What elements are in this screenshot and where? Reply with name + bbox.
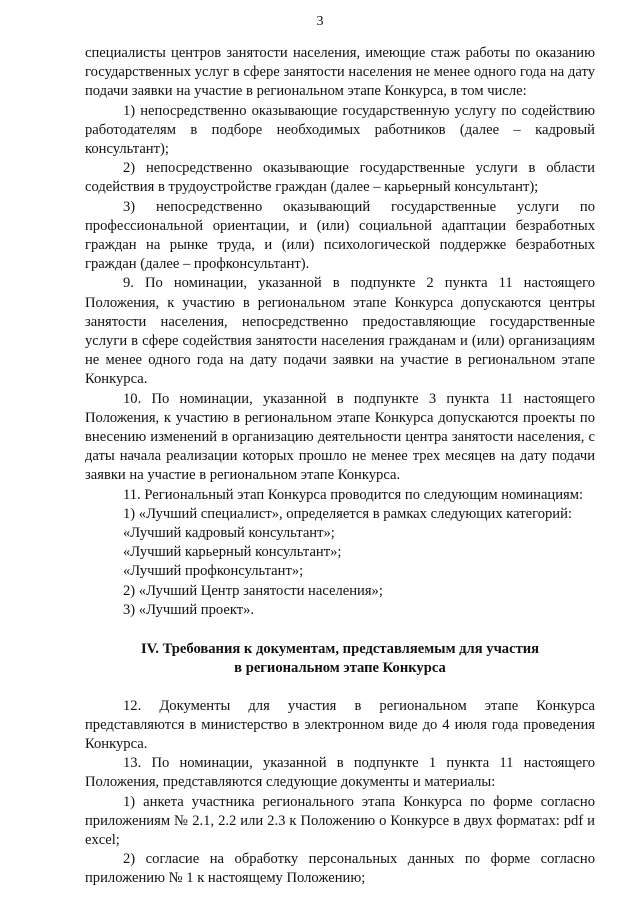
- paragraph-item-3-prof-consultant: 3) непосредственно оказывающий государственные услуги по профессиональной ориентации, и (или) социальной адаптации безработных граждан на рынке труда, и (или) психологической поддержке безработных граждан (далее – профконсультант).: [85, 198, 595, 273]
- paragraph-clause-12: 12. Документы для участия в региональном этапе Конкурса представляются в министерство в электронном виде до 4 июля года проведения Конкурса.: [85, 697, 595, 752]
- nomination-item-best-project: 3) «Лучший проект».: [123, 601, 255, 618]
- paragraph-clause-13: 13. По номинации, указанной в подпункте 1 пункта 11 настоящего Положения, представляются следующие документы и материалы:: [85, 755, 595, 791]
- section-heading-line-1: IV. Требования к документам, представляемым для участия: [140, 641, 540, 658]
- nomination-item-best-center: 2) «Лучший Центр занятости населения»;: [123, 582, 383, 599]
- nomination-category-career: «Лучший карьерный консультант»;: [123, 544, 342, 561]
- document-body: [85, 44, 595, 889]
- paragraph-doc-item-1: 1) анкета участника регионального этапа Конкурса по форме согласно приложениям № 2.1, 2.2 или 2.3 к Положению о Конкурсе в двух форматах: pdf и excel;: [85, 793, 595, 848]
- nomination-category-hr: «Лучший кадровый консультант»;: [123, 525, 335, 542]
- nomination-item-best-specialist: 1) «Лучший специалист», определяется в рамках следующих категорий:: [123, 505, 572, 522]
- page-number: 3: [316, 14, 324, 29]
- section-heading: [85, 640, 595, 678]
- paragraph-clause-11: 11. Региональный этап Конкурса проводится по следующим номинациям:: [123, 486, 584, 503]
- paragraph-item-2-career-consultant: 2) непосредственно оказывающие государственные услуги в области содействия в трудоустройстве граждан (далее – карьерный консультант);: [85, 160, 595, 196]
- section-heading-line-2: в региональном этапе Конкурса: [234, 660, 446, 677]
- paragraph-item-1-hr-consultant: 1) непосредственно оказывающие государственную услугу по содействию работодателям в подборе необходимых работников (далее – кадровый консультант);: [85, 102, 595, 158]
- paragraph-clause-10: 10. По номинации, указанной в подпункте 3 пункта 11 настоящего Положения, к участию в региональном этапе Конкурса допускаются проекты по внесению изменений в организацию деятельности центра занятости населения, с даты начала реализации которых прошло не менее трех месяцев на дату подачи заявки на участие в региональном этапе Конкурса.: [85, 390, 595, 484]
- paragraph-clause-9: 9. По номинации, указанной в подпункте 2 пункта 11 настоящего Положения, к участию в региональном этапе Конкурса допускаются центры занятости населения, непосредственно предоставляющие государственные услуги в сфере содействия занятости населения гражданам и (или) организациям не менее одного года на дату подачи заявки на участие в региональном этапе Конкурса.: [85, 275, 595, 388]
- nomination-category-prof: «Лучший профконсультант»;: [123, 563, 304, 580]
- paragraph-doc-item-2: 2) согласие на обработку персональных данных по форме согласно приложению № 1 к настоящему Положению;: [85, 851, 595, 887]
- paragraph-specialists: специалисты центров занятости населения, имеющие стаж работы по оказанию государственных услуг в сфере занятости населения не менее одного года на дату подачи заявки на участие в региональном этапе Конкурса, в том числе:: [85, 45, 595, 100]
